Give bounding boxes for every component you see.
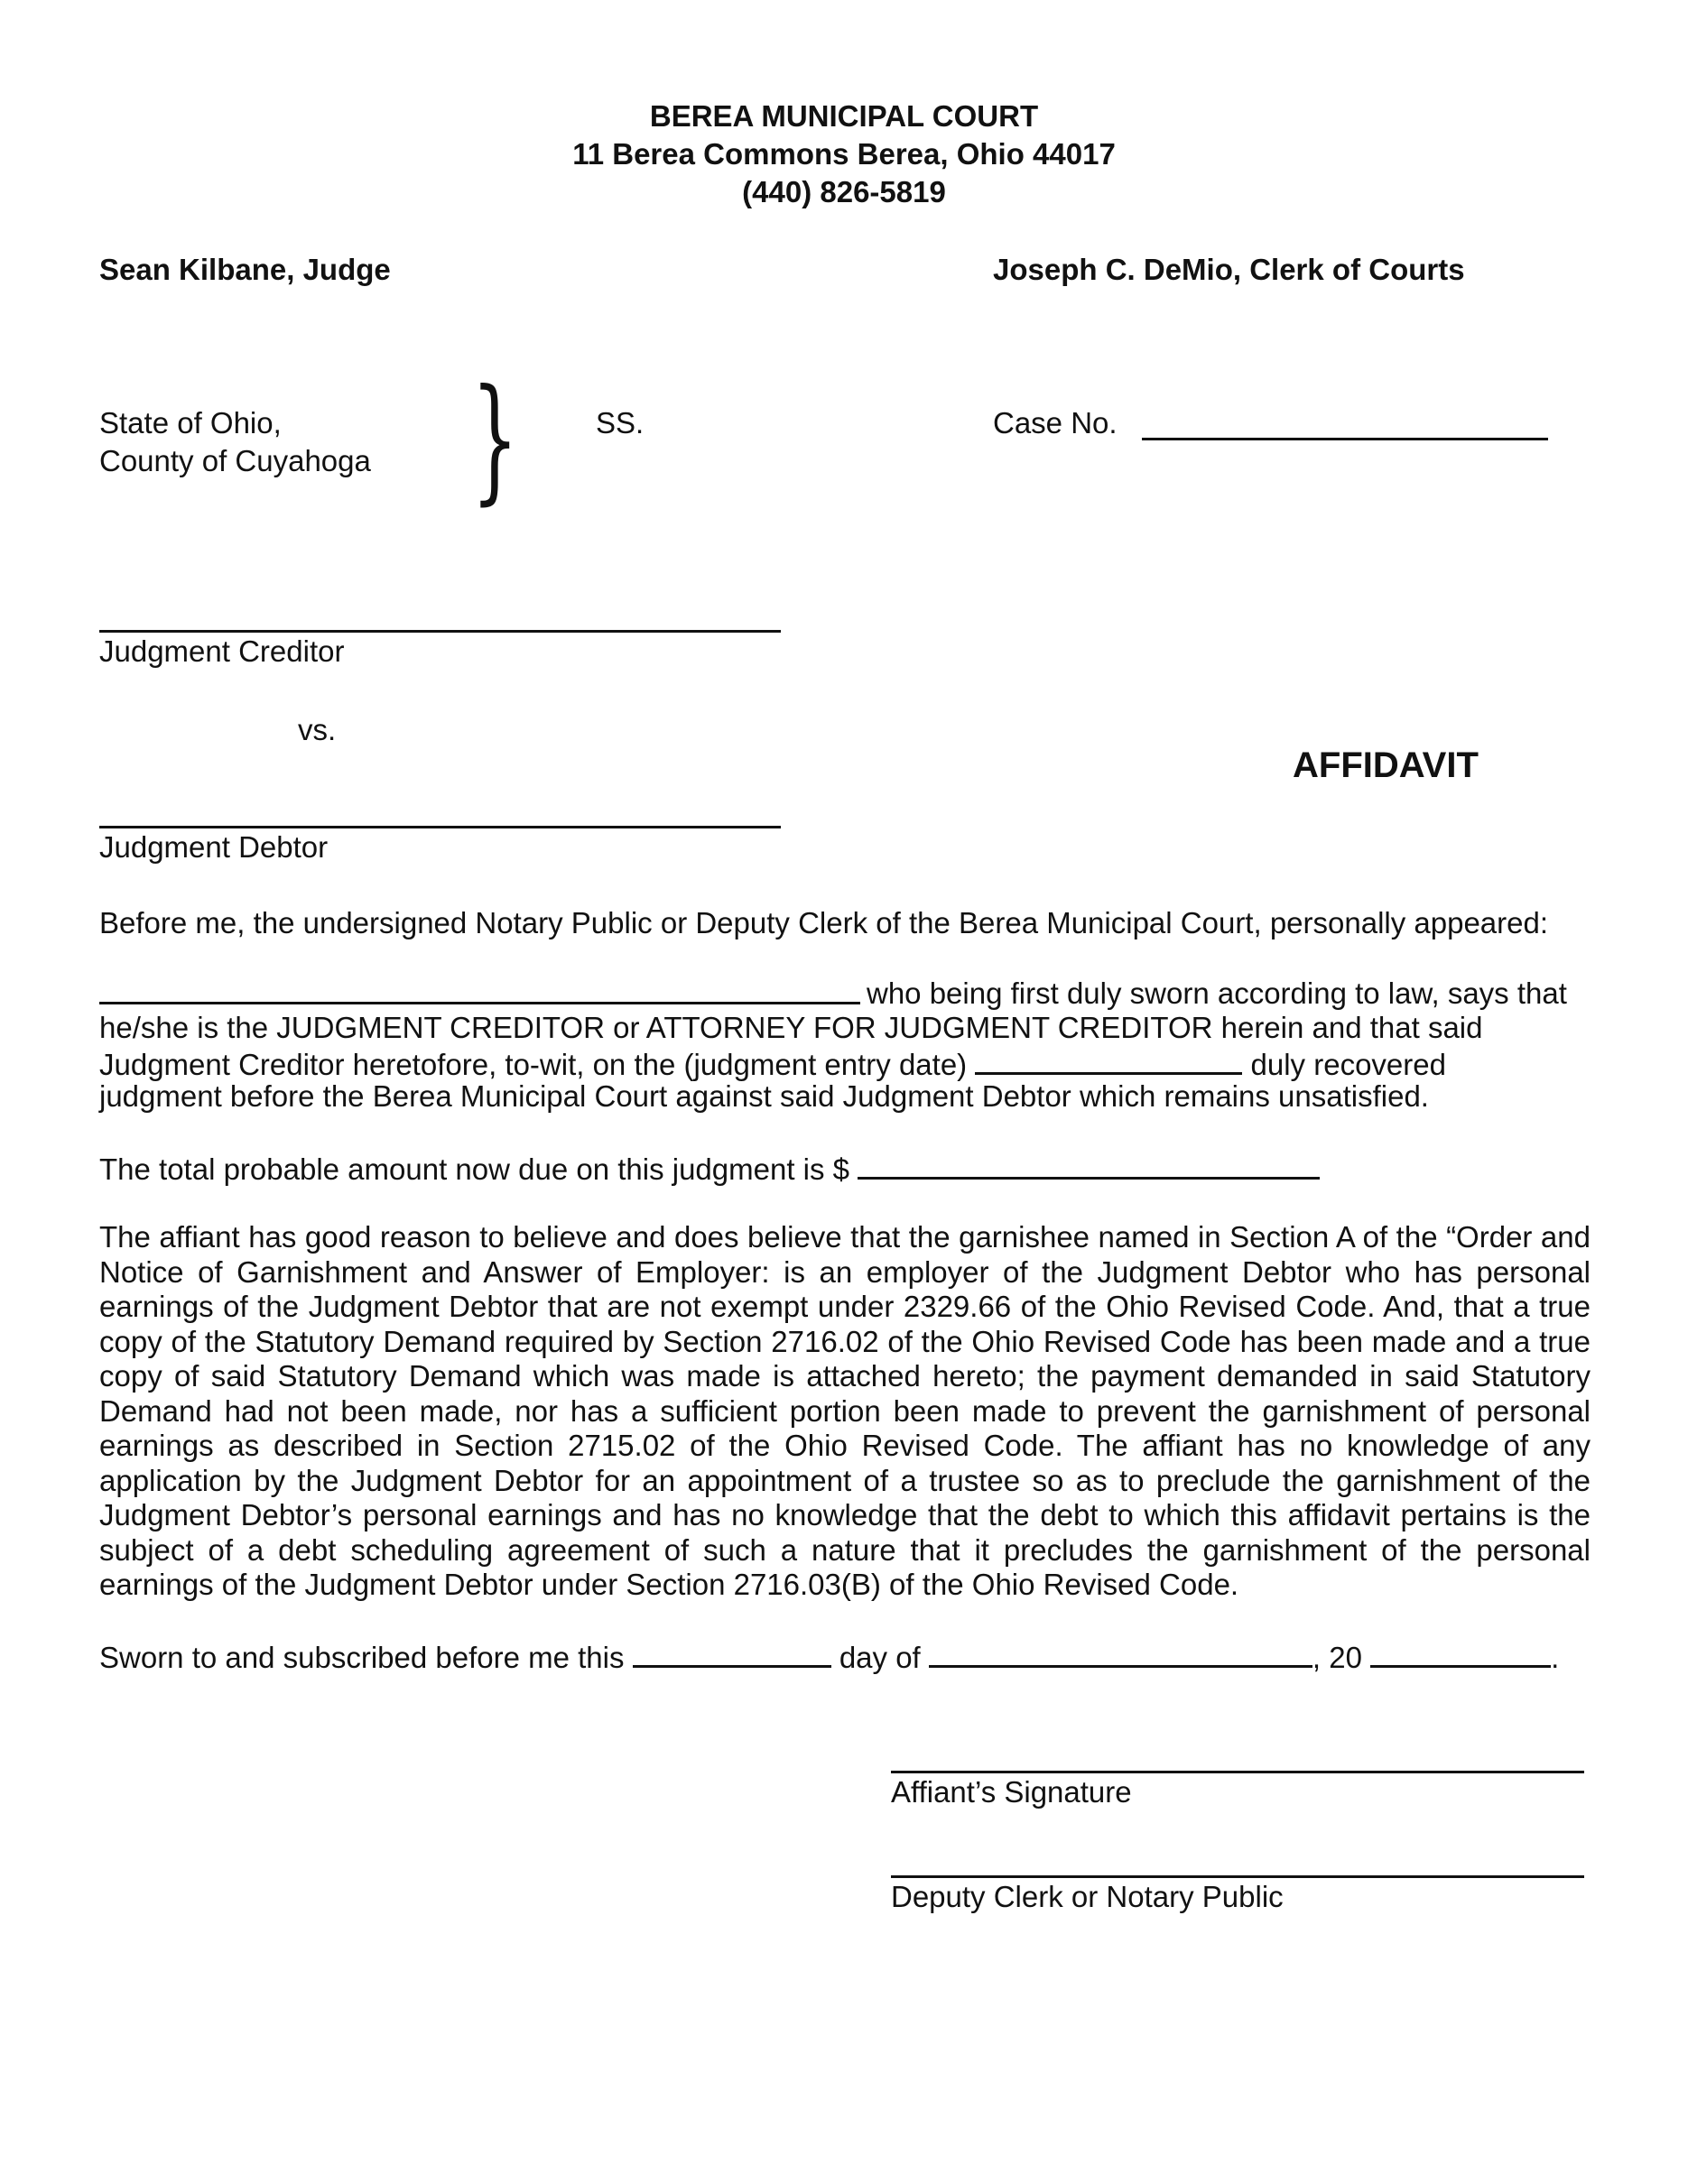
clerk-signature-label: Deputy Clerk or Notary Public (891, 1880, 1284, 1913)
case-no-field[interactable] (1142, 438, 1548, 440)
sworn-line-1: who being first duly sworn according to law, says that (867, 976, 1567, 1010)
sworn-line-3 (99, 1045, 1446, 1082)
sworn-day-of: day of (839, 1641, 921, 1674)
sworn-line-3-end: duly recovered (1250, 1048, 1446, 1081)
judge-name: Sean Kilbane, Judge (99, 253, 391, 286)
affiant-signature-label: Affiant’s Signature (891, 1775, 1132, 1809)
affiant-name-field[interactable] (99, 1002, 860, 1004)
venue-brace: } (471, 361, 519, 518)
venue-county: County of Cuyahoga (99, 444, 371, 477)
sworn-end: . (1551, 1641, 1560, 1674)
judgment-entry-date-field[interactable] (975, 1045, 1242, 1075)
affiant-signature-field[interactable] (891, 1771, 1584, 1773)
amount-field[interactable] (858, 1150, 1320, 1180)
clerk-signature-field[interactable] (891, 1875, 1584, 1878)
judgment-debtor-label: Judgment Debtor (99, 830, 329, 864)
sworn-day-field[interactable] (633, 1638, 831, 1668)
clerk-name: Joseph C. DeMio, Clerk of Courts (993, 253, 1465, 286)
affidavit-title: AFFIDAVIT (1293, 745, 1479, 785)
sworn-line-3-start: Judgment Creditor heretofore, to-wit, on the (judgment entry date) (99, 1048, 968, 1081)
sworn-month-field[interactable] (929, 1638, 1312, 1668)
sworn-year-field[interactable] (1370, 1638, 1551, 1668)
amount-line (99, 1150, 1320, 1187)
sworn-line-4: judgment before the Berea Municipal Court against said Judgment Debtor which remains unsatisfied. (99, 1079, 1429, 1113)
versus-label: vs. (298, 713, 337, 746)
affiant-paragraph: The affiant has good reason to believe and does believe that the garnishee named in Section A of the “Order and Notice of Garnishment and Answer of Employer: is an employer of the Judgment Debtor who has personal earnings of the Judgment Debtor that are not exempt under 2329.66 of the Ohio Revised Code. And, that a true copy of the Statutory Demand required by Section 2716.02 of the Ohio Revised Code has been made and a true copy of said Statutory Demand which was made is attached hereto; the payment demanded in said Statutory Demand had not been made, nor has a sufficient portion been made to prevent the garnishment of personal earnings as described in Section 2715.02 of the Ohio Revised Code. The affiant has no knowledge of any application by the Judgment Debtor for an appointment of a trustee so as to preclude the garnishment of the Judgment Debtor’s personal earnings and has no knowledge that the debt to which this affidavit pertains is the subject of a debt scheduling agreement of such a nature that it precludes the garnishment of the personal earnings of the Judgment Debtor under Section 2716.03(B) of the Ohio Revised Code. (99, 1220, 1591, 1601)
amount-label: The total probable amount now due on this judgment is $ (99, 1152, 850, 1186)
sworn-prefix: Sworn to and subscribed before me this (99, 1641, 625, 1674)
court-phone: (440) 826-5819 (742, 175, 946, 208)
sworn-line-2: he/she is the JUDGMENT CREDITOR or ATTORNEY FOR JUDGMENT CREDITOR herein and that said (99, 1011, 1483, 1044)
judgment-creditor-label: Judgment Creditor (99, 634, 345, 668)
court-name: BEREA MUNICIPAL COURT (649, 99, 1039, 133)
court-address: 11 Berea Commons Berea, Ohio 44017 (572, 137, 1116, 171)
judgment-debtor-field[interactable] (99, 826, 781, 828)
sworn-date-line (99, 1638, 1559, 1675)
venue-ss: SS. (596, 406, 645, 440)
case-no-label: Case No. (993, 406, 1118, 440)
judgment-creditor-field[interactable] (99, 630, 781, 633)
sworn-year-prefix: , 20 (1312, 1641, 1362, 1674)
intro-text: Before me, the undersigned Notary Public or Deputy Clerk of the Berea Municipal Court, personally appeared: (99, 906, 1549, 939)
venue-state: State of Ohio, (99, 406, 282, 440)
